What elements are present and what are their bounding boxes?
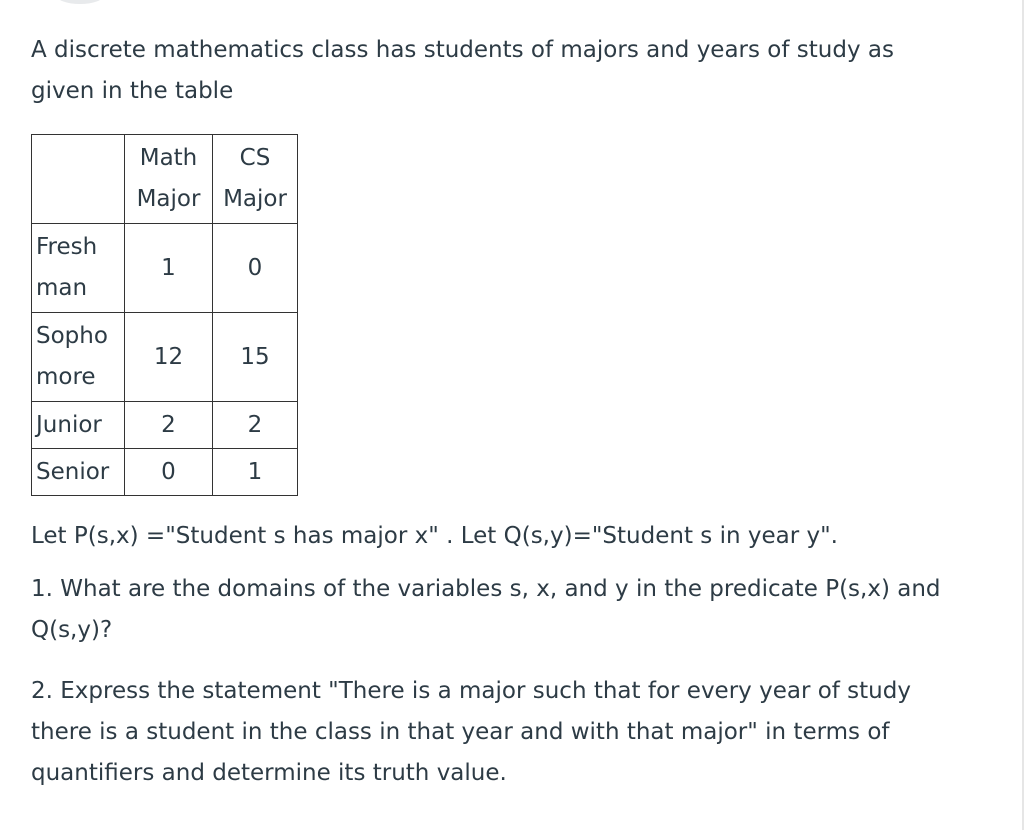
predicate-definition: Let P(s,x) ="Student s has major x" . Let Q(s,y)="Student s in year y". — [31, 523, 838, 549]
table-corner-cell — [32, 135, 125, 224]
intro-text: A discrete mathematics class has students of majors and years of study as given in the table — [31, 37, 894, 104]
table-row — [32, 402, 298, 449]
table-row — [32, 313, 298, 402]
top-edge — [0, 0, 1024, 4]
math-count: 0 — [125, 449, 213, 496]
row-label: Junior — [32, 402, 125, 449]
table-row — [32, 449, 298, 496]
avatar-edge — [56, 0, 104, 4]
row-label: Sopho more — [32, 313, 125, 402]
table-header-row — [32, 135, 298, 224]
cs-count: 2 — [213, 402, 298, 449]
header-math-major: Math Major — [125, 135, 213, 224]
row-label: Senior — [32, 449, 125, 496]
question-1: 1. What are the domains of the variables s, x, and y in the predicate P(s,x) and Q(s,y)? — [31, 576, 941, 643]
math-count: 2 — [125, 402, 213, 449]
cs-count: 15 — [213, 313, 298, 402]
question-2: 2. Express the statement "There is a major such that for every year of study there is a student in the class in that year and with that major" in terms of quantifiers and determine its truth value. — [31, 678, 911, 786]
row-label: Fresh man — [32, 224, 125, 313]
cs-count: 0 — [213, 224, 298, 313]
math-count: 12 — [125, 313, 213, 402]
cs-count: 1 — [213, 449, 298, 496]
data-table — [31, 134, 298, 496]
math-count: 1 — [125, 224, 213, 313]
question-content — [31, 30, 961, 794]
table-row — [32, 224, 298, 313]
header-cs-major: CS Major — [213, 135, 298, 224]
